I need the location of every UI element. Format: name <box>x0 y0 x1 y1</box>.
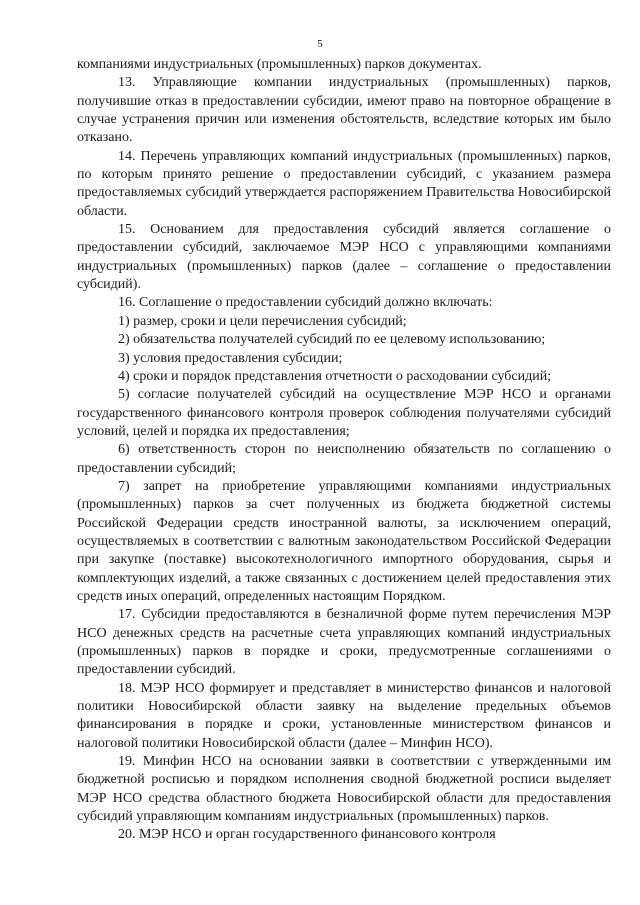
list-item-5: 5) согласие получателей субсидий на осуществление МЭР НСО и органами государственного финансового контроля проверок соблюдения получателями субсидий условий, целей и порядка их предоставления; <box>77 387 611 439</box>
list-item-6: 6) ответственность сторон по неисполнению обязательств по соглашению о предоставлении субсидий; <box>77 442 611 476</box>
paragraph-19: 19. Минфин НСО на основании заявки в соответствии с утвержденными им бюджетной росписью и порядком исполнения сводной бюджетной росписи выделяет МЭР НСО средства областного бюджета Новосибирской области для предоставления субсидий управляющим компаниям индустриальных (промышленных) парков. <box>77 754 611 825</box>
list-item-1: 1) размер, сроки и цели перечисления субсидий; <box>118 313 407 329</box>
paragraph-13: 13. Управляющие компании индустриальных (промышленных) парков, получившие отказ в предоставлении субсидии, имеют право на повторное обращение в случае устранения причин или изменения обстоятельств, вследствие которых им было отказано. <box>77 75 611 146</box>
paragraph-15: 15. Основанием для предоставления субсидий является соглашение о предоставлении субсидий, заключаемое МЭР НСО с управляющими компаниями индустриальных (промышленных) парков (далее – соглашение о предоставлении субсидий). <box>77 222 611 293</box>
paragraph-20: 20. МЭР НСО и орган государственного финансового контроля <box>118 827 496 843</box>
paragraph-18: 18. МЭР НСО формирует и представляет в министерство финансов и налоговой политики Новосибирской области заявку на выделение предельных объемов финансирования в порядке и сроки, установленные министерством финансов и налоговой политики Новосибирской области (далее – Минфин НСО). <box>77 680 611 751</box>
paragraph-16: 16. Соглашение о предоставлении субсидий должно включать: <box>118 295 493 311</box>
paragraph-continuation: компаниями индустриальных (промышленных) парков документах. <box>77 57 482 72</box>
list-item-4: 4) сроки и порядок представления отчетности о расходовании субсидий; <box>118 368 552 384</box>
paragraph-14: 14. Перечень управляющих компаний индустриальных (промышленных) парков, по которым принято решение о предоставлении субсидий, с указанием размера предоставляемых субсидий утверждается распоряжением Правительства Новосибирской области. <box>77 148 611 219</box>
list-item-3: 3) условия предоставления субсидии; <box>118 350 343 366</box>
list-item-2: 2) обязательства получателей субсидий по ее целевому использованию; <box>118 332 546 348</box>
paragraph-17: 17. Субсидии предоставляются в безналичной форме путем перечисления МЭР НСО денежных средств на расчетные счета управляющих компаний индустриальных (промышленных) парков в порядке и сроки, предусмотренные соглашениями о предоставлении субсидий. <box>77 607 611 678</box>
page-number: 5 <box>317 38 323 50</box>
document-body <box>77 56 611 845</box>
list-item-7: 7) запрет на приобретение управляющими компаниями индустриальных (промышленных) парков за счет полученных из бюджета бюджетной системы Российской Федерации средств иностранной валюты, за исключением операций, осуществляемых в соответствии с валютным законодательством Российской Федерации при закупке (поставке) высокотехнологичного импортного оборудования, сырья и комплектующих изделий, а также связанных с достижением целей предоставления этих средств иных операций, определенных настоящим Порядком. <box>77 478 611 604</box>
